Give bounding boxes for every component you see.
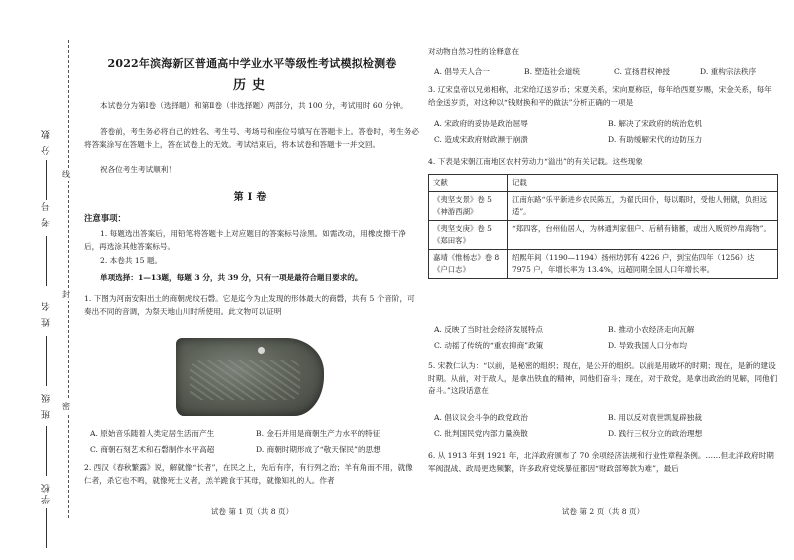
notice-item-2: 2. 本卷共 15 题。	[100, 256, 163, 265]
score-label: 分 数	[42, 128, 52, 155]
question-4-stem: 4. 下表是宋朝江南地区农村劳动力“溢出”的有关记载。这些现象	[428, 157, 643, 166]
intro-paragraph-1: 本试卷分为第Ⅰ卷（选择题）和第Ⅱ卷（非选择题）两部分，共 100 分，考试用时 60 分钟。	[100, 101, 408, 110]
exam-number-label: 考 号	[42, 200, 52, 227]
table-header-cell: 记载	[508, 175, 778, 192]
score-blank	[46, 160, 47, 200]
q5-option-a[interactable]: A. 倡议议会斗争的政党政治	[434, 413, 528, 422]
q2-option-a[interactable]: A. 倡导天人合一	[434, 67, 490, 76]
notice-item-1: 1. 每题选出答案后，用铅笔将答题卡上对应题目的答案标号涂黑。如需改动，用橡皮擦干净后，再选涂其他答案标号。	[84, 229, 406, 251]
stone-chime-tiger-pattern	[190, 360, 300, 400]
question-3-stem: 3. 辽宋皇帝以兄弟相称，北宋给辽送岁币；宋夏关系，宋向夏称臣，每年给西夏岁赐，宋金关系，每年给金送岁贡，对这种以“钱财换和平的做法”分析正确的一项是	[428, 85, 772, 107]
question-5-stem: 5. 宋教仁认为：“以前，是秘密的组织；现在，是公开的组织。以前是用破坏的时期；现在，是新的建设时期。从前，对于敌人，是拿出铁血的精神，同他们奋斗；现在，对于敌党，是拿出政治的见解，同他们奋斗。”这段话意在	[428, 361, 778, 396]
table-row	[429, 221, 778, 250]
volume-heading: 第Ⅰ卷	[233, 192, 271, 203]
q3-option-d[interactable]: D. 有助缓解宋代的边防压力	[608, 135, 703, 144]
question-4-table	[428, 174, 778, 279]
q2-option-d[interactable]: D. 重构宗法秩序	[700, 67, 757, 76]
table-header-cell: 文献	[429, 175, 508, 192]
class-label: 班 级	[42, 392, 52, 419]
q5-option-c[interactable]: C. 批判国民党内部力量涣散	[434, 429, 528, 438]
single-choice-instruction: 单项选择：1—13题，每题 3 分，共 39 分，只有一项是最符合题目要求的。	[100, 273, 363, 282]
q1-option-c[interactable]: C. 商朝石刻艺术和石磬制作水平高超	[90, 445, 215, 454]
question-1-options	[84, 428, 420, 458]
table-row	[429, 250, 778, 279]
table-header-row	[429, 175, 778, 192]
question-4-options	[428, 324, 778, 354]
question-3-options	[428, 118, 778, 148]
q2-option-b[interactable]: B. 塑造社会道统	[524, 67, 580, 76]
page-footer-2: 试卷 第 2 页（共 8 页）	[561, 507, 645, 516]
question-5-options	[428, 412, 778, 442]
intro-paragraph-2: 答卷前，考生务必将自己的姓名、考生号、考场号和座位号填写在答题卡上。答卷时，考生务必将答案涂写在答题卡上，答在试卷上的无效。考试结束后，将本试卷和答题卡一并交回。	[84, 127, 419, 149]
notice-heading: 注意事项：	[84, 213, 126, 223]
q1-option-d[interactable]: D. 商朝时期形成了“敬天保民”的思想	[256, 445, 381, 454]
table-cell-source: 《夷坚支庚》卷 5《郑田客》	[429, 221, 508, 250]
seal-mark-xian: 线	[62, 170, 70, 179]
exam-number-blank	[46, 236, 47, 286]
q5-option-d[interactable]: D. 践行三权分立的政治理想	[608, 429, 703, 438]
q4-option-b[interactable]: B. 推动小农经济走向瓦解	[608, 325, 695, 334]
q5-option-b[interactable]: B. 用以反对袁世凯复辟独裁	[608, 413, 702, 422]
q4-option-c[interactable]: C. 动摇了传统的“重农抑商”政策	[434, 341, 544, 350]
q1-option-b[interactable]: B. 金石并用是商朝生产力水平的特征	[256, 429, 381, 438]
q2-option-c[interactable]: C. 宣扬君权神授	[614, 67, 670, 76]
table-cell-source: 嘉靖《惟杨志》卷 8《户口志》	[429, 250, 508, 279]
table-row	[429, 192, 778, 221]
school-label: 学校	[42, 482, 52, 504]
seal-mark-feng: 封	[62, 290, 70, 299]
question-2-options	[428, 66, 778, 80]
seal-dashed-line	[68, 40, 69, 518]
q3-option-c[interactable]: C. 造成宋政府财政濒于崩溃	[434, 135, 528, 144]
q1-option-a[interactable]: A. 原始音乐随着人类定居生活而产生	[90, 429, 215, 438]
subject-title: 历史	[232, 78, 271, 93]
seal-mark-mi: 密	[62, 402, 70, 411]
school-blank	[46, 508, 47, 548]
table-cell-record: “郑四客，台州仙居人，为林通判家佃户、后稍有储蓄，或出入贩贸纱帛海物”。	[508, 221, 778, 250]
question-2-continued: 对动物自然习性的诠释意在	[428, 47, 520, 56]
intro-paragraph-3: 祝各位考生考试顺利！	[100, 165, 176, 174]
q4-option-a[interactable]: A. 反映了当时社会经济发展特点	[434, 325, 544, 334]
q3-option-b[interactable]: B. 解决了宋政府的统治危机	[608, 119, 702, 128]
question-6-stem: 6. 从 1913 年到 1921 年，北洋政府颁布了 70 余项经济法规和行业性章程条例。……但北洋政府时期军阀混战、政局更迭频繁，许多政府党统暴征都因“财政部筹款为难”，最后	[428, 451, 774, 473]
table-cell-source: 《夷坚支景》卷 5《神游西湖》	[429, 192, 508, 221]
question-2-stem: 2. 西汉《春秋繁露》说，解就像“长者”，在民之上，先后有序，有行列之治；羊有角而不用，就像仁者，杀它也不鸣，就像死士义者，羔羊跪食于其母，就像知礼的人。作者	[84, 463, 413, 485]
page-2	[428, 0, 778, 560]
q3-option-a[interactable]: A. 宋政府的妥协是政治屈辱	[434, 119, 528, 128]
name-label: 姓 名	[42, 300, 52, 327]
page-footer-1: 试卷 第 1 页（共 8 页）	[210, 507, 294, 516]
table-cell-record: 江南东路“乐平新进乡农民陈五，为翟氏田仆，每以暇时，受他人佣僦，负担远适”。	[508, 192, 778, 221]
binding-gutter	[0, 0, 70, 560]
class-blank	[46, 426, 47, 476]
q4-option-d[interactable]: D. 导致我国人口分布均	[608, 341, 687, 350]
name-blank	[46, 336, 47, 386]
question-1-stem: 1. 下图为河南安阳出土的商朝虎纹石磬。它是迄今为止发现的形体最大的商磬，共有 5 个音阶，可奏出不同的音调，为祭天地山川时所使用。此文物可以证明	[84, 294, 415, 316]
table-cell-record: 绍熙年间（1190—1194）扬州坊郭有 4226 户，到宝佑四年（1256）达 7975 户，年增长率为 13.4%，远超同期全国人口年增长率。	[508, 250, 778, 279]
exam-title: 2022年滨海新区普通高中学业水平等级性考试模拟检测卷	[107, 57, 397, 70]
stone-chime-hole	[258, 347, 265, 354]
stone-chime-image	[176, 338, 324, 416]
page-1	[84, 0, 420, 560]
